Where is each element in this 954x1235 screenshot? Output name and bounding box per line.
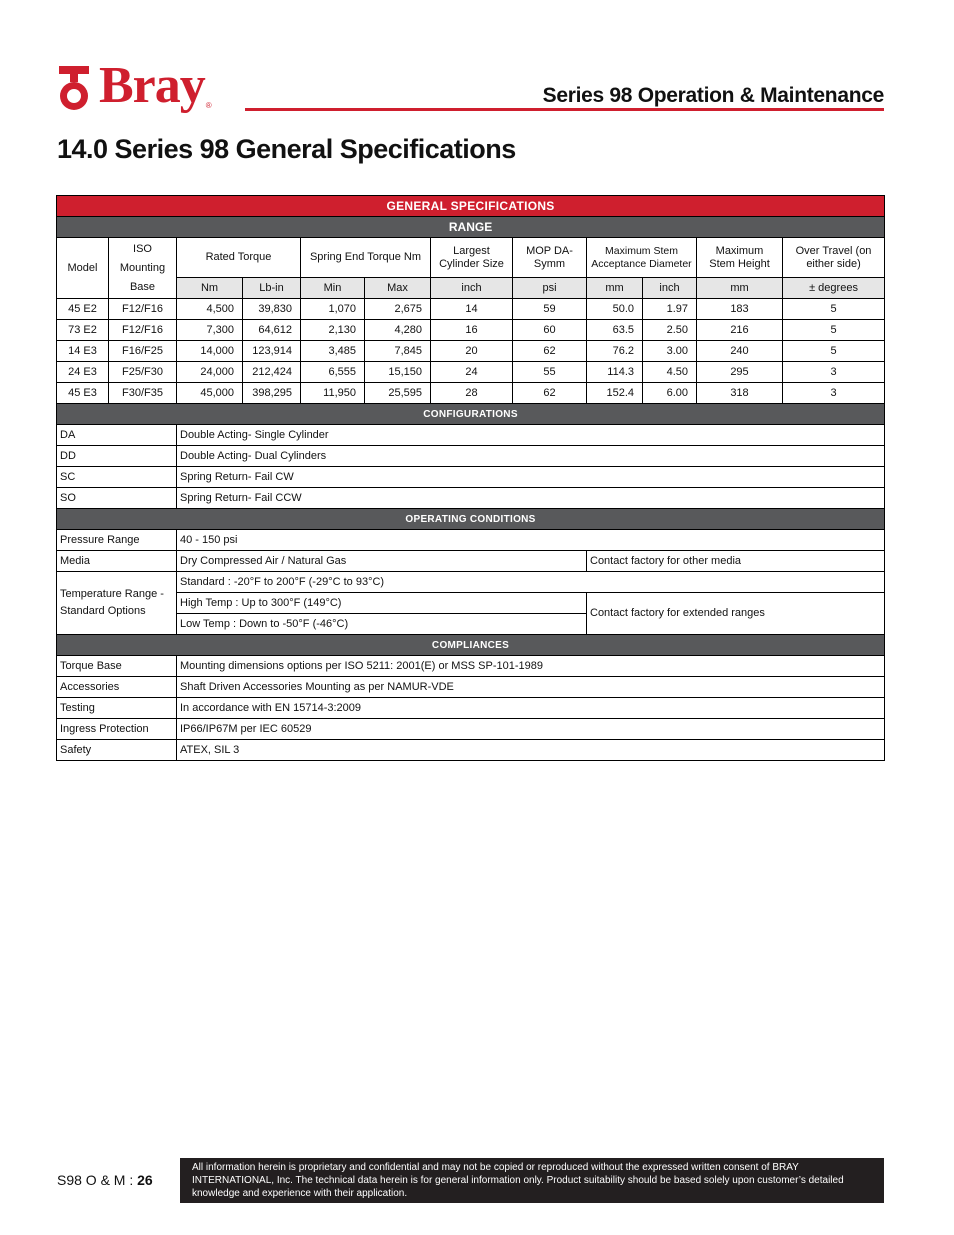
cell-torque-nm: 7,300 [177,320,243,341]
configuration-code: DD [57,446,177,467]
cell-cylinder: 16 [431,320,513,341]
compliance-label: Ingress Protection [57,719,177,740]
compliance-label: Torque Base [57,656,177,677]
cell-mop: 59 [513,299,587,320]
compliance-value: ATEX, SIL 3 [177,740,885,761]
media-note: Contact factory for other media [587,551,885,572]
configuration-row [57,446,885,467]
cell-torque-nm: 4,500 [177,299,243,320]
cell-stem-height: 240 [697,341,783,362]
table-title-row [57,196,885,217]
temperature-label: Temperature Range - Standard Options [57,572,177,635]
cell-stem-mm: 63.5 [587,320,643,341]
compliance-value: IP66/IP67M per IEC 60529 [177,719,885,740]
temperature-note: Contact factory for extended ranges [587,593,885,635]
cell-mop: 60 [513,320,587,341]
cell-model: 45 E2 [57,299,109,320]
cell-torque-lbin: 39,830 [243,299,301,320]
cell-stem-mm: 76.2 [587,341,643,362]
cell-model: 45 E3 [57,383,109,404]
cell-torque-nm: 14,000 [177,341,243,362]
cell-torque-lbin: 212,424 [243,362,301,383]
configurations-title: CONFIGURATIONS [57,404,885,425]
bray-logo [55,56,212,112]
cell-cylinder: 28 [431,383,513,404]
cell-model: 24 E3 [57,362,109,383]
cell-torque-lbin: 64,612 [243,320,301,341]
table-row [57,383,885,404]
cell-mop: 55 [513,362,587,383]
compliance-row [57,698,885,719]
col-mop: MOP DA- Symm [513,238,587,278]
cell-iso: F25/F30 [109,362,177,383]
cell-stem-inch: 4.50 [643,362,697,383]
cell-torque-lbin: 398,295 [243,383,301,404]
cell-over-travel: 3 [783,383,885,404]
document-code: S98 O & M : [57,1172,138,1188]
unit-cell: Min [301,278,365,299]
cell-spring-min: 1,070 [301,299,365,320]
cell-spring-min: 6,555 [301,362,365,383]
configuration-code: DA [57,425,177,446]
col-largest-cylinder-size: Largest Cylinder Size [431,238,513,278]
col-spring-end-torque: Spring End Torque Nm [301,238,431,278]
col-model: Model [57,238,109,299]
col-iso-mounting-base: ISO Mounting Base [109,238,177,299]
registered-mark: ® [205,101,212,110]
cell-over-travel: 5 [783,320,885,341]
cell-over-travel: 3 [783,362,885,383]
cell-stem-mm: 152.4 [587,383,643,404]
unit-cell: mm [697,278,783,299]
page-number: 26 [137,1172,153,1188]
temperature-standard: Standard : -20°F to 200°F (-29°C to 93°C) [177,572,885,593]
page-footer-label [57,1172,153,1188]
cell-spring-min: 3,485 [301,341,365,362]
unit-cell: Max [365,278,431,299]
unit-cell: mm [587,278,643,299]
compliance-row [57,677,885,698]
cell-stem-height: 183 [697,299,783,320]
pressure-range-row [57,530,885,551]
configuration-desc: Spring Return- Fail CW [177,467,885,488]
table-row [57,320,885,341]
unit-cell: psi [513,278,587,299]
cell-over-travel: 5 [783,299,885,320]
unit-cell: Nm [177,278,243,299]
disclaimer-text: All information herein is proprietary and confidential and may not be copied or reproduced without the expressed written consent of BRAY INTERNATIONAL, Inc. The technical data herein is for general information only. Product suitability should be based solely upon customer’s detailed knowledge and experience with their application. [192,1162,844,1199]
configuration-desc: Double Acting- Single Cylinder [177,425,885,446]
pressure-range-value: 40 - 150 psi [177,530,885,551]
compliance-label: Accessories [57,677,177,698]
cell-stem-mm: 114.3 [587,362,643,383]
table-row [57,299,885,320]
operating-conditions-title: OPERATING CONDITIONS [57,509,885,530]
cell-spring-max: 2,675 [365,299,431,320]
cell-stem-inch: 1.97 [643,299,697,320]
col-max-stem-acceptance: Maximum Stem Acceptance Diameter [587,238,697,278]
unit-cell: inch [431,278,513,299]
cell-stem-height: 318 [697,383,783,404]
temperature-row [57,572,885,593]
table-row [57,362,885,383]
cell-stem-height: 295 [697,362,783,383]
table-row [57,341,885,362]
cell-spring-max: 4,280 [365,320,431,341]
cell-stem-inch: 6.00 [643,383,697,404]
header-rule [245,108,884,111]
column-header-row [57,238,885,278]
cell-torque-nm: 45,000 [177,383,243,404]
range-header-row [57,217,885,238]
cell-spring-max: 25,595 [365,383,431,404]
temperature-low: Low Temp : Down to -50°F (-46°C) [177,614,587,635]
units-row [57,278,885,299]
compliance-row [57,740,885,761]
temperature-high: High Temp : Up to 300°F (149°C) [177,593,587,614]
document-title: Series 98 Operation & Maintenance [542,84,884,107]
col-max-stem-height: Maximum Stem Height [697,238,783,278]
cell-spring-min: 2,130 [301,320,365,341]
configurations-header-row [57,404,885,425]
media-value: Dry Compressed Air / Natural Gas [177,551,587,572]
configuration-row [57,488,885,509]
compliance-value: In accordance with EN 15714-3:2009 [177,698,885,719]
general-specifications-table [56,195,885,761]
configuration-row [57,425,885,446]
cell-mop: 62 [513,341,587,362]
col-over-travel: Over Travel (on either side) [783,238,885,278]
cell-stem-inch: 3.00 [643,341,697,362]
cell-model: 73 E2 [57,320,109,341]
unit-cell: inch [643,278,697,299]
temperature-row [57,593,885,614]
disclaimer-box [180,1158,884,1203]
cell-model: 14 E3 [57,341,109,362]
logo-wordmark: Bray [99,57,205,114]
cell-cylinder: 14 [431,299,513,320]
cell-iso: F12/F16 [109,299,177,320]
unit-cell: Lb-in [243,278,301,299]
compliance-row [57,719,885,740]
bray-logo-icon [55,60,93,112]
cell-iso: F12/F16 [109,320,177,341]
compliance-row [57,656,885,677]
configuration-desc: Double Acting- Dual Cylinders [177,446,885,467]
unit-cell: ± degrees [783,278,885,299]
configuration-row [57,467,885,488]
cell-spring-min: 11,950 [301,383,365,404]
page-title: 14.0 Series 98 General Specifications [57,134,516,164]
cell-over-travel: 5 [783,341,885,362]
cell-stem-mm: 50.0 [587,299,643,320]
configuration-code: SC [57,467,177,488]
cell-stem-inch: 2.50 [643,320,697,341]
media-row [57,551,885,572]
range-title: RANGE [57,217,885,238]
col-rated-torque: Rated Torque [177,238,301,278]
compliance-label: Testing [57,698,177,719]
cell-cylinder: 20 [431,341,513,362]
cell-torque-lbin: 123,914 [243,341,301,362]
configuration-desc: Spring Return- Fail CCW [177,488,885,509]
configuration-code: SO [57,488,177,509]
compliances-header-row [57,635,885,656]
cell-stem-height: 216 [697,320,783,341]
operating-conditions-header-row [57,509,885,530]
cell-torque-nm: 24,000 [177,362,243,383]
cell-mop: 62 [513,383,587,404]
compliance-value: Mounting dimensions options per ISO 5211: 2001(E) or MSS SP-101-1989 [177,656,885,677]
table-title: GENERAL SPECIFICATIONS [57,196,885,217]
compliance-label: Safety [57,740,177,761]
pressure-range-label: Pressure Range [57,530,177,551]
compliance-value: Shaft Driven Accessories Mounting as per NAMUR-VDE [177,677,885,698]
cell-spring-max: 15,150 [365,362,431,383]
media-label: Media [57,551,177,572]
cell-cylinder: 24 [431,362,513,383]
compliances-title: COMPLIANCES [57,635,885,656]
cell-spring-max: 7,845 [365,341,431,362]
cell-iso: F16/F25 [109,341,177,362]
cell-iso: F30/F35 [109,383,177,404]
